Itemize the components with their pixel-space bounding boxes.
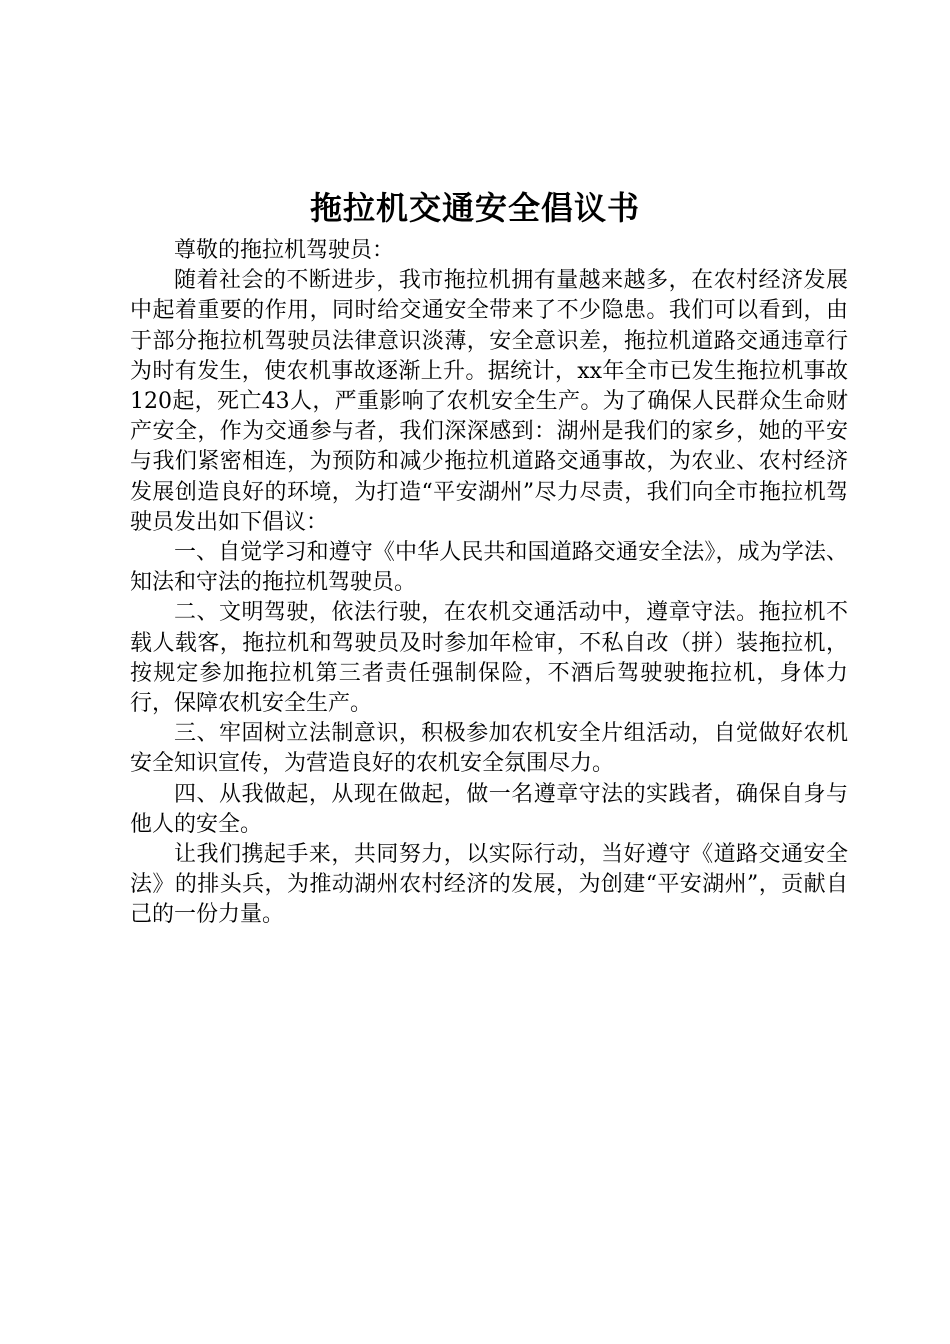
paragraph-proposal-3: 三、牢固树立法制意识，积极参加农机安全片组活动，自觉做好农机安全知识宣传，为营造良好的农机安全氛围尽力。 (130, 721, 848, 777)
salutation: 尊敬的拖拉机驾驶员： (174, 238, 395, 263)
paragraph-proposal-2: 二、文明驾驶，依法行驶，在农机交通活动中，遵章守法。拖拉机不载人载客，拖拉机和驾驶员及时参加年检审，不私自改（拼）装拖拉机，按规定参加拖拉机第三者责任强制保险，不酒后驾驶驶拖拉机，身体力行，保障农机安全生产。 (130, 600, 848, 717)
paragraph-proposal-1: 一、自觉学习和遵守《中华人民共和国道路交通安全法》，成为学法、知法和守法的拖拉机驾驶员。 (130, 540, 848, 596)
document-body (130, 236, 848, 931)
paragraph-proposal-4: 四、从我做起，从现在做起，做一名遵章守法的实践者，确保自身与他人的安全。 (130, 781, 848, 837)
document-title: 拖拉机交通安全倡议书 (309, 189, 640, 227)
paragraph-closing: 让我们携起手来，共同努力，以实际行动，当好遵守《道路交通安全法》的排头兵，为推动湖州农村经济的发展，为创建“平安湖州”，贡献自己的一份力量。 (130, 842, 848, 928)
paragraph-intro: 随着社会的不断进步，我市拖拉机拥有量越来越多，在农村经济发展中起着重要的作用，同时给交通安全带来了不少隐患。我们可以看到，由于部分拖拉机驾驶员法律意识淡薄，安全意识差，拖拉机道路交通违章行为时有发生，使农机事故逐渐上升。据统计，xx年全市已发生拖拉机事故120起，死亡43人，严重影响了农机安全生产。为了确保人民群众生命财产安全，作为交通参与者，我们深深感到：湖州是我们的家乡，她的平安与我们紧密相连，为预防和减少拖拉机道路交通事故，为农业、农村经济发展创造良好的环境，为打造“平安湖州”尽力尽责，我们向全市拖拉机驾驶员发出如下倡议： (130, 268, 848, 535)
